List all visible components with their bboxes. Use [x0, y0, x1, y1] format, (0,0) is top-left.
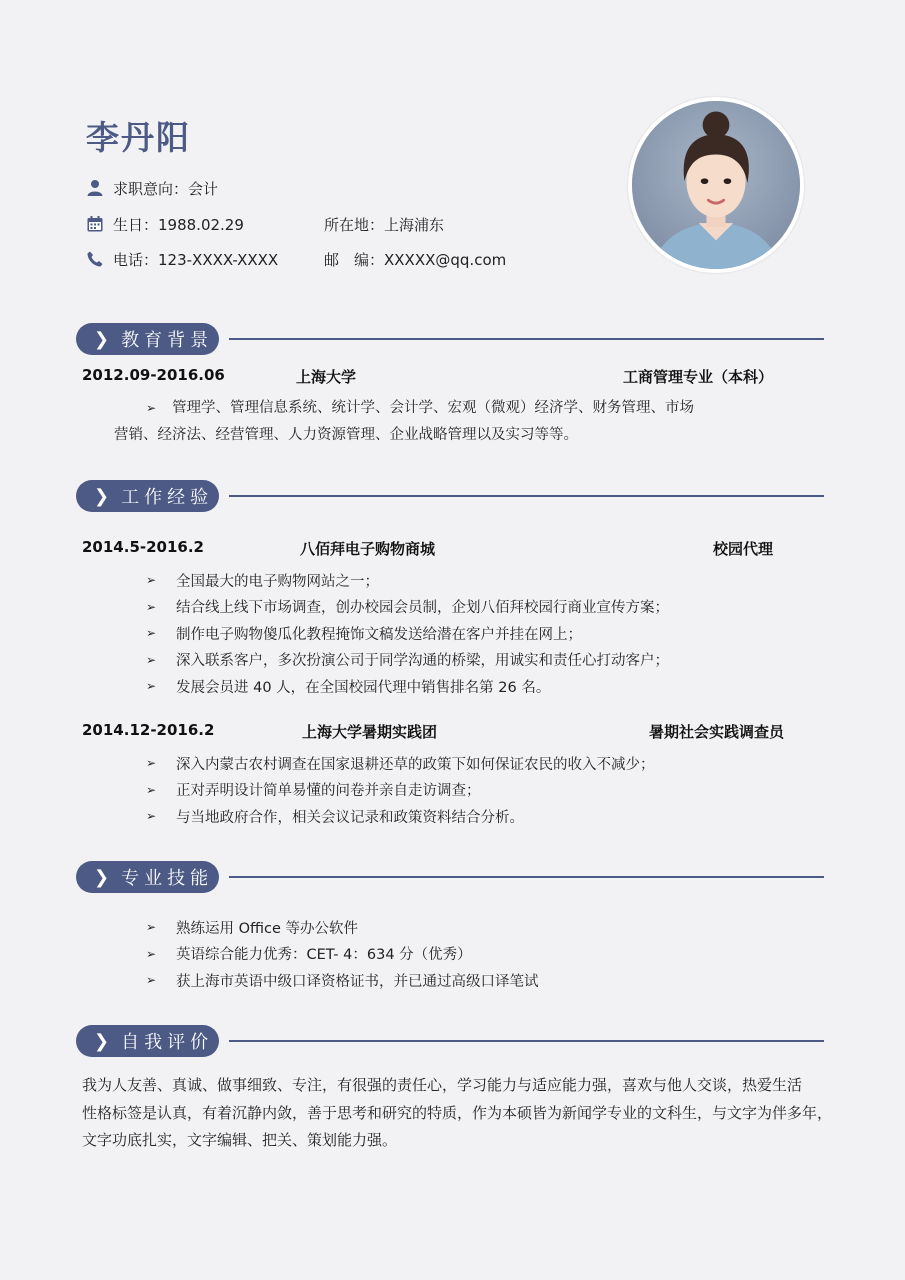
chevron-right-icon: ❯ [94, 866, 110, 888]
location: 所在地：上海浦东 [324, 215, 445, 234]
self-eval-line: 我为人友善、真诚、做事细致、专注，有很强的责任心，学习能力与适应能力强，喜欢与他人交谈，热爱生活 [82, 1076, 803, 1094]
skills-list [146, 914, 539, 994]
work-company: 八佰拜电子购物商城 [300, 540, 436, 558]
work-entry-2 [82, 721, 792, 743]
self-eval-text [82, 1072, 842, 1155]
list-item: ➢ 全国最大的电子购物网站之一； [146, 573, 379, 590]
list-item: ➢ 与当地政府合作，相关会议记录和政策资料结合分析。 [146, 809, 524, 826]
arrow-bullet-icon: ➢ [146, 401, 157, 415]
self-eval-line: 性格标签是认真，有着沉静内敛，善于思考和研究的特质，作为本硕皆为新闻学专业的文科生，与文字为伴多年， [82, 1103, 833, 1122]
section-title: 专业技能 [121, 868, 214, 889]
list-item: ➢ 发展会员进 40 人，在全国校园代理中销售排名第 26 名。 [146, 679, 551, 696]
arrow-bullet-icon: ➢ [146, 782, 157, 797]
education-courses [114, 395, 754, 449]
section-title: 工作经验 [121, 487, 214, 508]
arrow-bullet-icon: ➢ [146, 573, 157, 588]
arrow-bullet-icon: ➢ [146, 626, 157, 641]
job-intent-row [86, 176, 218, 200]
arrow-bullet-icon: ➢ [146, 809, 157, 824]
chevron-right-icon: ❯ [94, 485, 110, 507]
work-period: 2014.5-2016.2 [82, 538, 204, 556]
work-role: 暑期社会实践调查员 [649, 723, 785, 741]
section-divider [229, 876, 824, 878]
job-intent: 求职意向：会计 [113, 179, 219, 198]
courses-line-1: 管理学、管理信息系统、统计学、会计学、宏观（微观）经济学、财务管理、市场 [172, 400, 695, 416]
work-1-list [146, 567, 669, 700]
work-period: 2014.12-2016.2 [82, 721, 215, 739]
list-item: ➢ 结合线上线下市场调查，创办校园会员制，企划八佰拜校园行商业宣传方案； [146, 599, 669, 617]
arrow-bullet-icon: ➢ [146, 946, 157, 961]
person-icon [86, 179, 104, 197]
chevron-right-icon: ❯ [94, 328, 110, 350]
work-company: 上海大学暑期实践团 [302, 723, 438, 741]
work-role: 校园代理 [713, 540, 774, 558]
education-major: 工商管理专业（本科） [623, 368, 774, 386]
calendar-icon [86, 215, 104, 233]
work-entry-1 [82, 538, 792, 560]
list-item: ➢ 正对弄明设计简单易懂的问卷并亲自走访调查； [146, 782, 481, 800]
section-work [76, 480, 824, 512]
email: 邮 编：XXXXX@qq.com [324, 250, 507, 269]
list-item: ➢ 获上海市英语中级口译资格证书，并已通过高级口译笔试 [146, 973, 539, 990]
section-pill [76, 1025, 219, 1057]
phone: 电话：123-XXXX-XXXX [113, 250, 279, 269]
section-pill [76, 480, 219, 512]
section-title: 教育背景 [121, 330, 214, 351]
arrow-bullet-icon: ➢ [146, 599, 157, 614]
list-item: ➢ 深入内蒙古农村调查在国家退耕还草的政策下如何保证农民的收入不减少； [146, 756, 655, 773]
arrow-bullet-icon: ➢ [146, 756, 157, 771]
section-divider [229, 495, 824, 497]
education-period: 2012.09-2016.06 [82, 366, 225, 384]
profile-photo [628, 97, 804, 273]
section-pill [76, 861, 219, 893]
education-school: 上海大学 [296, 368, 357, 386]
chevron-right-icon: ❯ [94, 1030, 110, 1052]
section-self-eval [76, 1025, 824, 1057]
list-item: ➢ 熟练运用 Office 等办公软件 [146, 920, 359, 937]
self-eval-line: 文字功底扎实，文字编辑、把关、策划能力强。 [82, 1131, 398, 1149]
section-divider [229, 338, 824, 340]
birthday-location-row [86, 212, 586, 236]
arrow-bullet-icon: ➢ [146, 920, 157, 935]
section-pill [76, 323, 219, 355]
arrow-bullet-icon: ➢ [146, 973, 157, 988]
arrow-bullet-icon: ➢ [146, 652, 157, 667]
work-2-list [146, 750, 655, 830]
arrow-bullet-icon: ➢ [146, 679, 157, 694]
birthday: 生日：1988.02.29 [113, 215, 244, 234]
list-item: ➢ 英语综合能力优秀：CET- 4：634 分（优秀） [146, 946, 472, 964]
list-item: ➢ 制作电子购物傻瓜化教程掩饰文稿发送给潜在客户并挂在网上； [146, 626, 582, 643]
education-entry [82, 366, 792, 388]
section-title: 自我评价 [121, 1032, 214, 1053]
section-education [76, 323, 824, 355]
phone-icon [86, 250, 104, 268]
contact-row [86, 247, 586, 271]
candidate-name: 李丹阳 [86, 118, 191, 157]
courses-line-2: 营销、经济法、经营管理、人力资源管理、企业战略管理以及实习等等。 [114, 427, 578, 443]
section-divider [229, 1040, 824, 1042]
list-item: ➢ 深入联系客户，多次扮演公司于同学沟通的桥梁，用诚实和责任心打动客户； [146, 652, 669, 670]
section-skills [76, 861, 824, 893]
